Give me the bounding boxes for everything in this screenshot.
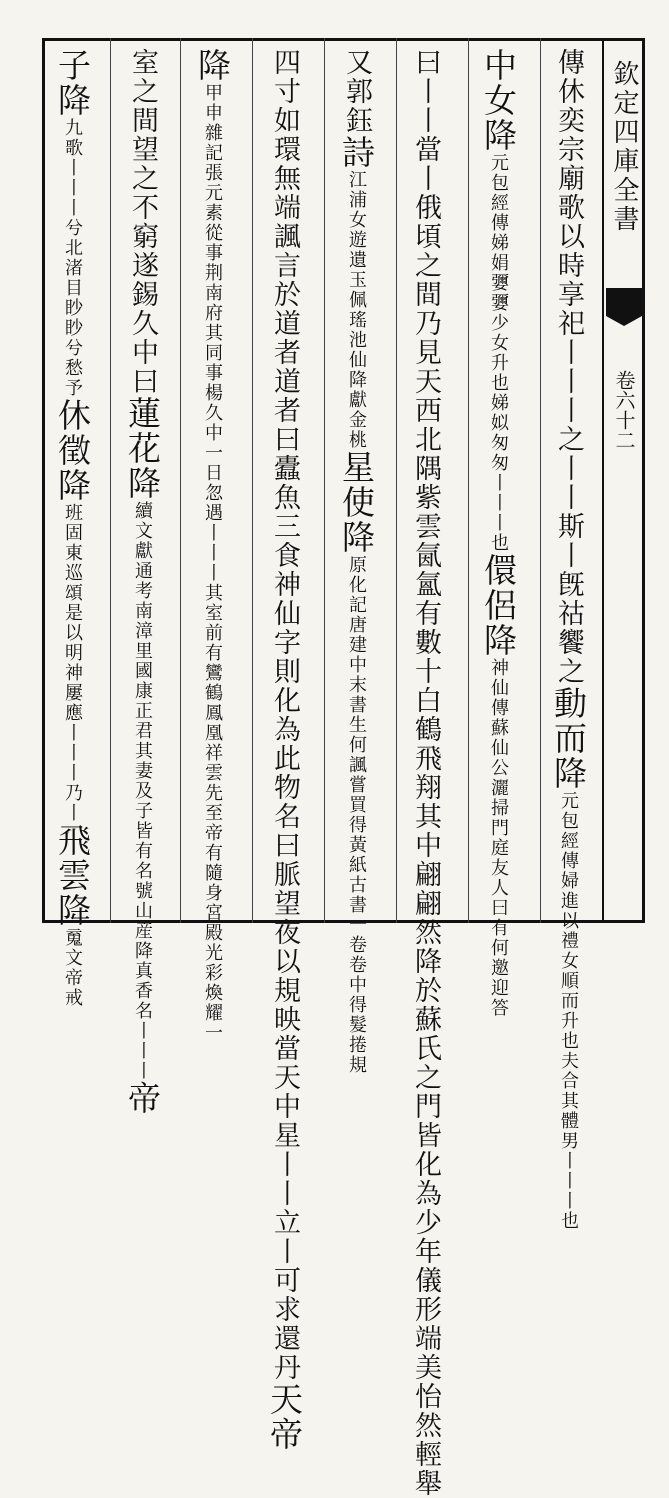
column-rule <box>468 38 469 923</box>
book-title: 欽定四庫全書 <box>609 60 639 234</box>
text-column-3 <box>412 48 439 1498</box>
entry-note: 甲申雜記張元素從事荆南府其同事楊久中一日忽遇丨丨丨其室前有鸞鶴鳳凰祥雲先至帝有隨身宮殿光彩煥耀一 <box>202 83 223 1043</box>
column-text: 室之間望之不窮遂錫久中曰 <box>127 48 158 396</box>
column-rule <box>110 38 111 923</box>
entry-heading: 儇侶降 <box>479 553 518 658</box>
column-text: 傳休奕宗廟歌以時享祀丨丨丨之丨丨斯丨旣祜饗之 <box>553 48 584 686</box>
entry-note: 元包經傳娣娟㜷㜷少女升也娣姒匆匆丨丨丨也 <box>488 153 509 553</box>
column-rule <box>252 38 253 923</box>
column-rule <box>324 38 325 923</box>
entry-heading: 星使降 <box>337 450 376 555</box>
entry-note: 元包經傳婦進以禮女順而升也夫合其體男丨丨丨也 <box>558 791 579 1231</box>
entry-heading: 動而降 <box>549 686 588 791</box>
text-column-2 <box>479 48 518 1018</box>
entry-note: 江浦女遊遺玉佩瑤池仙降獻金桃 <box>346 170 367 450</box>
volume-label: 卷六十二 <box>612 370 636 450</box>
column-text: 又郭鈺 <box>341 48 372 135</box>
entry-heading: 休徵降 <box>53 398 92 503</box>
text-column-6 <box>193 48 232 1043</box>
entry-heading: 中女降 <box>479 48 518 153</box>
text-column-8 <box>53 48 92 1008</box>
column-text: 曰丨丨當丨俄頃之間乃見天西北隅紫雲氤氳有數十白鶴飛翔其中翩翩然降於蘇氏之門皆化為少年儀形端美怡然輕舉 <box>410 48 441 1498</box>
entry-heading: 降 <box>193 48 232 83</box>
column-rule <box>180 38 181 923</box>
entry-heading: 帝 <box>123 1081 162 1116</box>
text-column-1 <box>549 48 588 1231</box>
entry-note: 原化記唐建中末書生何諷嘗買得黃紙古書一卷卷中得髮捲規 <box>346 555 367 1075</box>
entry-note: 神仙傳蘇仙公灑掃門庭友人曰有何邀迎答 <box>488 658 509 1018</box>
entry-heading: 蓮花降 <box>123 396 162 501</box>
entry-heading: 天帝 <box>265 1382 304 1452</box>
entry-note: 班固東巡頌是以明神屢應丨丨丨乃丨 <box>62 503 83 823</box>
entry-note: 九歌丨丨丨兮北渚目眇眇兮愁予 <box>62 118 83 398</box>
entry-heading: 詩 <box>337 135 376 170</box>
fishtail-mark-icon <box>606 288 642 316</box>
entry-note: 續文獻通考南漳里國康正君其妻及子皆有名號山産降真香名丨丨丨 <box>132 501 153 1081</box>
text-column-4 <box>337 48 376 1075</box>
column-text: 四寸如環無端諷言於道者道者曰蠹魚三食神仙字則化為此物名曰脈望夜以規映當天中星丨丨立丨可求還丹 <box>269 48 300 1382</box>
text-column-5 <box>265 48 304 1452</box>
entry-heading: 子降 <box>53 48 92 118</box>
column-rule <box>540 38 541 923</box>
column-rule <box>396 38 397 923</box>
entry-note: 䰟文帝戒 <box>62 928 83 1008</box>
entry-heading: 飛雲降 <box>53 823 92 928</box>
text-column-7 <box>123 48 162 1116</box>
